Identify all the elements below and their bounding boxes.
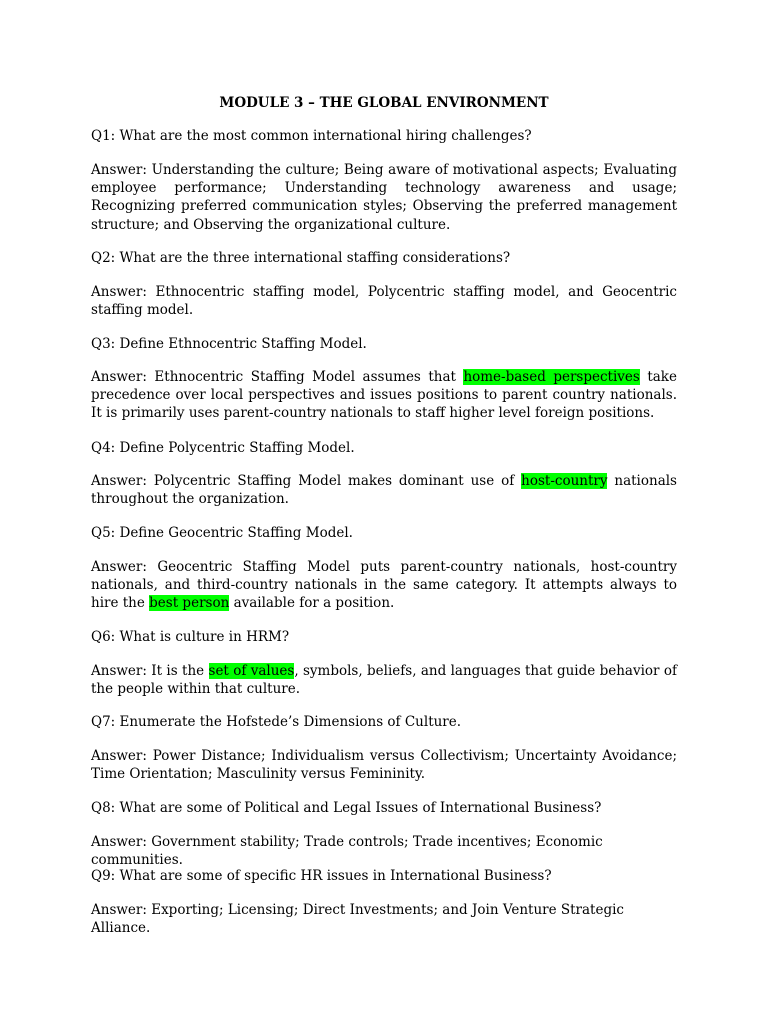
answer-3	[91, 368, 677, 423]
question-4: Q4: Define Polycentric Staffing Model.	[91, 440, 355, 456]
question-7: Q7: Enumerate the Hofstede’s Dimensions of Culture.	[91, 714, 462, 730]
highlight-home-based-perspectives: home-based perspectives	[463, 369, 640, 385]
question-5: Q5: Define Geocentric Staffing Model.	[91, 525, 353, 541]
highlight-best-person: best person	[149, 595, 230, 612]
answer-8	[91, 833, 677, 869]
answer-4-text-start: Answer: Polycentric Staffing Model makes dominant use of	[91, 473, 522, 489]
answer-6	[91, 662, 677, 698]
answer-5-text-start: Answer: Geocentric Staffing Model puts parent-country nationals, host-country nationals, and third-country nationals in the same category. It attempts always to hire the	[91, 559, 677, 612]
answer-3-text-end: take precedence over local perspectives and issues positions to parent country nationals. It is primarily uses parent-country nationals to staff higher level foreign positions.	[91, 369, 677, 422]
question-6: Q6: What is culture in HRM?	[91, 629, 290, 645]
answer-2-text: Answer: Ethnocentric staffing model, Polycentric staffing model, and Geocentric staffing model.	[91, 284, 677, 319]
question-3: Q3: Define Ethnocentric Staffing Model.	[91, 336, 367, 352]
answer-5	[91, 558, 677, 613]
highlight-host-country: host-country	[521, 473, 608, 489]
question-9: Q9: What are some of specific HR issues in International Business?	[91, 868, 552, 884]
answer-6-text-start: Answer: It is the	[91, 663, 209, 679]
answer-6-text-end: , symbols, beliefs, and languages that guide behavior of the people within that culture.	[91, 663, 677, 698]
answer-4	[91, 472, 677, 508]
answer-1-text: Answer: Understanding the culture; Being aware of motivational aspects; Evaluating employee performance; Understanding technology awareness and usage; Recognizing preferred communication styles; Observing the preferred management structure; and Observing the organizational culture.	[91, 162, 677, 233]
answer-3-text-start: Answer: Ethnocentric Staffing Model assumes that	[91, 369, 464, 385]
answer-7-text: Answer: Power Distance; Individualism versus Collectivism; Uncertainty Avoidance; Time Orientation; Masculinity versus Femininity.	[91, 748, 677, 783]
question-2: Q2: What are the three international staffing considerations?	[91, 250, 511, 266]
answer-2	[91, 283, 677, 319]
answer-1	[91, 161, 677, 234]
question-1: Q1: What are the most common international hiring challenges?	[91, 128, 532, 144]
answer-9	[91, 901, 677, 937]
answer-9-text: Answer: Exporting; Licensing; Direct Investments; and Join Venture Strategic Alliance.	[91, 902, 624, 937]
answer-4-text-end: nationals throughout the organization.	[91, 473, 677, 508]
answer-7	[91, 747, 677, 783]
question-8: Q8: What are some of Political and Legal Issues of International Business?	[91, 800, 602, 816]
document-title: MODULE 3 – THE GLOBAL ENVIRONMENT	[219, 95, 549, 111]
answer-8-text: Answer: Government stability; Trade controls; Trade incentives; Economic communities.	[91, 834, 603, 869]
highlight-set-of-values: set of values	[208, 663, 295, 679]
answer-5-text-end: available for a position.	[229, 595, 395, 612]
